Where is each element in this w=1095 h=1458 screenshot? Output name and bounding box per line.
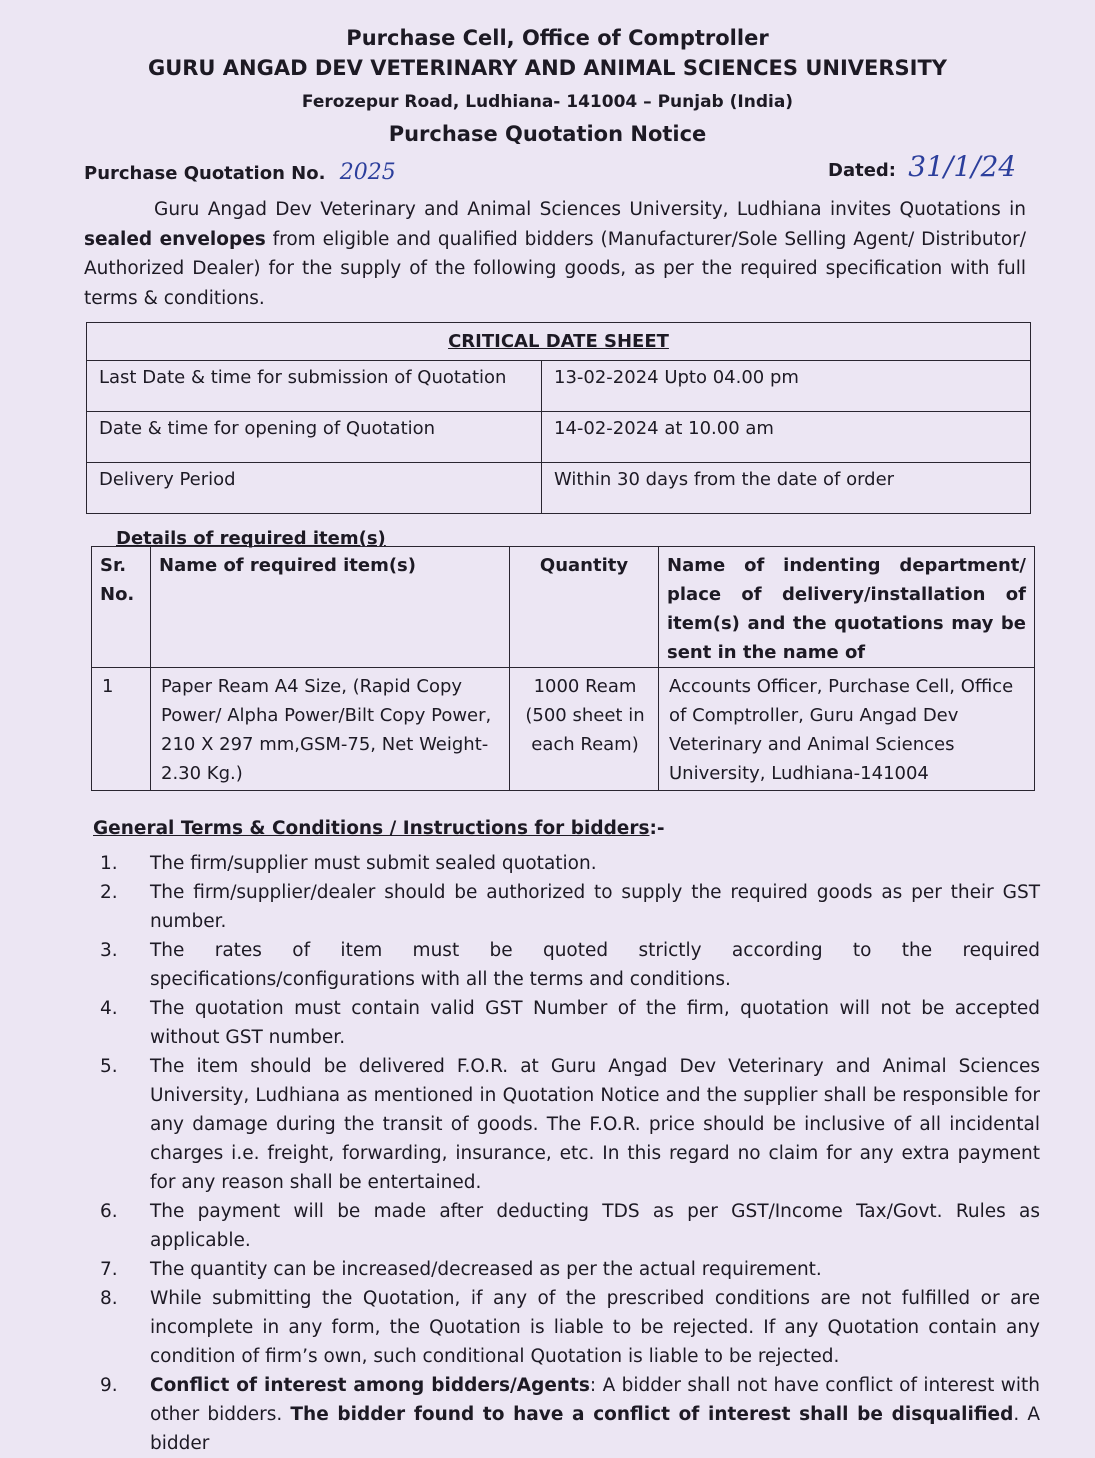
cds-value: Within 30 days from the date of order bbox=[542, 463, 1031, 514]
intro-paragraph bbox=[84, 195, 1026, 313]
terms-title-text: General Terms & Conditions / Instructions for bidders bbox=[93, 818, 650, 839]
term-number: 1. bbox=[100, 853, 118, 874]
terms-title-suffix: :- bbox=[649, 818, 665, 839]
list-item bbox=[100, 1255, 1040, 1284]
term-number: 9. bbox=[100, 1375, 118, 1396]
cell-sr: 1 bbox=[92, 668, 151, 791]
term-text: The rates of item must be quoted strictly according to the required specifications/configurations with all the terms and conditions. bbox=[150, 940, 1040, 990]
term-text: The quantity can be increased/decreased as per the actual requirement. bbox=[150, 1259, 822, 1280]
term-number: 7. bbox=[100, 1259, 118, 1280]
term-text: The firm/supplier must submit sealed quotation. bbox=[150, 853, 597, 874]
dated-label: Dated: bbox=[828, 160, 896, 181]
cds-title: CRITICAL DATE SHEET bbox=[87, 323, 1031, 361]
quotation-date bbox=[828, 150, 1016, 183]
quotation-number-value: 2025 bbox=[339, 160, 396, 185]
intro-text-1: Guru Angad Dev Veterinary and Animal Sciences University, Ludhiana invites Quotations in bbox=[154, 199, 1026, 220]
cell-quantity: 1000 Ream (500 sheet in each Ream) bbox=[510, 668, 659, 791]
items-header-row bbox=[92, 547, 1035, 668]
quotation-number-label: Purchase Quotation No. bbox=[84, 163, 326, 184]
list-item bbox=[100, 1052, 1040, 1197]
term-bold-heading: Conflict of interest among bidders/Agents bbox=[150, 1375, 590, 1396]
term-number: 6. bbox=[100, 1201, 118, 1222]
cds-row bbox=[87, 412, 1031, 463]
term-text: The payment will be made after deducting TDS as per GST/Income Tax/Govt. Rules as applicable. bbox=[150, 1201, 1040, 1251]
col-header-quantity: Quantity bbox=[510, 547, 659, 668]
term-text: The firm/supplier/dealer should be authorized to supply the required goods as per their GST number. bbox=[150, 882, 1040, 932]
term-text: The item should be delivered F.O.R. at Guru Angad Dev Veterinary and Animal Sciences University, Ludhiana as mentioned in Quotation Notice and the supplier shall be responsible for any damage during the transit of goods. The F.O.R. price should be inclusive of all incidental charges i.e. freight, forwarding, insurance, etc. In this regard no claim for any extra payment for any reason shall be entertained. bbox=[150, 1056, 1040, 1193]
header-address: Ferozepur Road, Ludhiana- 141004 – Punjab (India) bbox=[301, 92, 794, 112]
term-text-part: : A bidder shall not have conflict of interest with other bidders. bbox=[150, 1375, 1041, 1425]
cds-value: 13-02-2024 Upto 04.00 pm bbox=[542, 361, 1031, 412]
cds-row bbox=[87, 463, 1031, 514]
cell-department: Accounts Officer, Purchase Cell, Office of Comptroller, Guru Angad Dev Veterinary and Animal Sciences University, Ludhiana-141004 bbox=[659, 668, 1035, 791]
critical-date-sheet bbox=[86, 322, 1031, 514]
term-number: 3. bbox=[100, 940, 118, 961]
items-title: Details of required item(s) bbox=[116, 528, 386, 549]
col-header-sr: Sr. No. bbox=[92, 547, 151, 668]
term-number: 2. bbox=[100, 882, 118, 903]
term-text-part: . A bidder bbox=[150, 1404, 1040, 1454]
intro-bold: sealed envelopes bbox=[84, 228, 266, 250]
col-header-name: Name of required item(s) bbox=[151, 547, 510, 668]
term-bold-statement: The bidder found to have a conflict of interest shall be disqualified bbox=[290, 1404, 1014, 1425]
term-number: 4. bbox=[100, 998, 118, 1019]
col-header-department: Name of indenting department/ place of delivery/installation of item(s) and the quotations may be sent in the name of bbox=[659, 547, 1035, 668]
list-item bbox=[100, 994, 1040, 1052]
cds-value: 14-02-2024 at 10.00 am bbox=[542, 412, 1031, 463]
term-number: 8. bbox=[100, 1288, 118, 1309]
list-item bbox=[100, 849, 1040, 878]
term-text bbox=[150, 1371, 1040, 1458]
intro-text-2: from eligible and qualified bidders (Manufacturer/Sole Selling Agent/ Distributor/ Authorized Dealer) for the supply of the following goods, as per the required specification with full terms & conditions. bbox=[84, 228, 1026, 309]
list-item bbox=[100, 1284, 1040, 1371]
cds-label: Date & time for opening of Quotation bbox=[87, 412, 542, 463]
cds-row bbox=[87, 361, 1031, 412]
term-text: While submitting the Quotation, if any of the prescribed conditions are not fulfilled or are incomplete in any form, the Quotation is liable to be rejected. If any Quotation contain any condition of firm’s own, such conditional Quotation is liable to be rejected. bbox=[150, 1288, 1040, 1367]
header-office: Purchase Cell, Office of Comptroller bbox=[346, 26, 769, 50]
terms-list bbox=[100, 849, 1040, 1458]
dated-value: 31/1/24 bbox=[908, 150, 1017, 183]
cds-label: Delivery Period bbox=[87, 463, 542, 514]
header-university: GURU ANGAD DEV VETERINARY AND ANIMAL SCIENCES UNIVERSITY bbox=[147, 56, 948, 80]
list-item bbox=[100, 878, 1040, 936]
header-notice-title: Purchase Quotation Notice bbox=[388, 122, 707, 146]
list-item bbox=[100, 936, 1040, 994]
list-item bbox=[100, 1371, 1040, 1458]
quotation-number bbox=[84, 160, 396, 185]
items-table bbox=[91, 546, 1035, 791]
term-text: The quotation must contain valid GST Number of the firm, quotation will not be accepted without GST number. bbox=[150, 998, 1040, 1048]
terms-title bbox=[93, 818, 665, 839]
cds-label: Last Date & time for submission of Quotation bbox=[87, 361, 542, 412]
list-item bbox=[100, 1197, 1040, 1255]
term-number: 5. bbox=[100, 1056, 118, 1077]
table-row bbox=[92, 668, 1035, 791]
cell-item-name: Paper Ream A4 Size, (Rapid Copy Power/ Alpha Power/Bilt Copy Power, 210 X 297 mm,GSM-75, Net Weight-2.30 Kg.) bbox=[151, 668, 510, 791]
